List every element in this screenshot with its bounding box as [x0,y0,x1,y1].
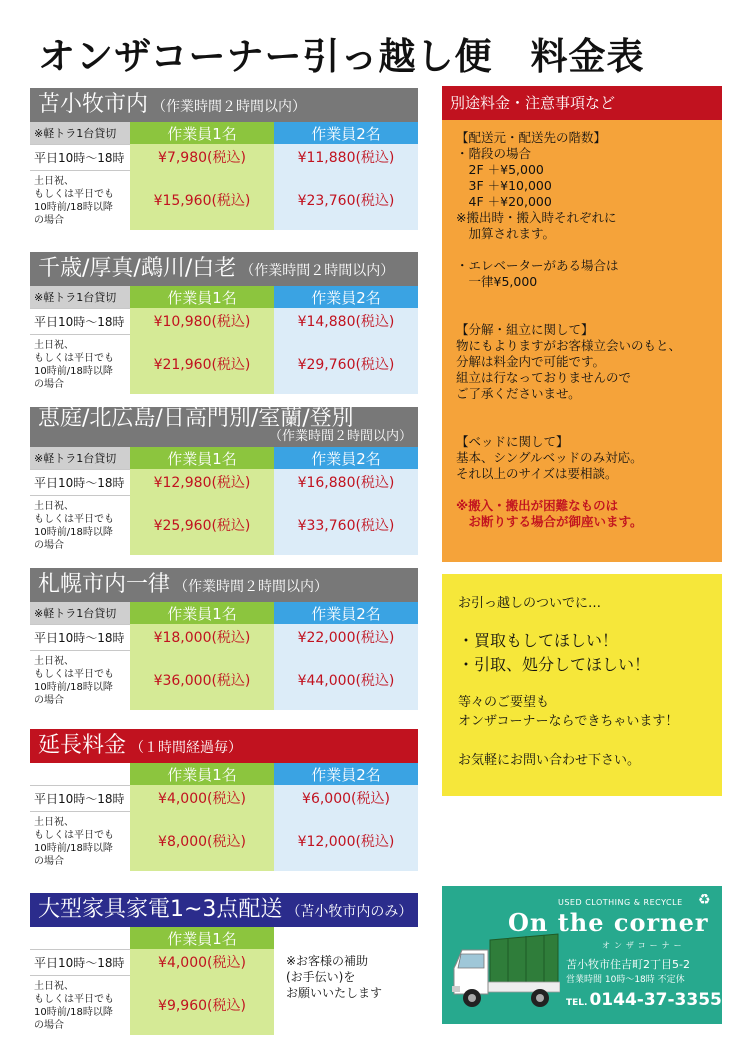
table-header-row [30,763,418,785]
truck-label: ※軽トラ1台貸切 [30,447,130,469]
weekday-label: 平日10時〜18時 [30,308,130,334]
price-cell: ¥36,000(税込) [130,650,274,710]
note-line: 加算されます。 [456,226,556,241]
note-line: それ以上のサイズは要相談。 [456,466,618,481]
price-cell: ¥14,880(税込) [274,308,418,334]
table-row [30,308,418,334]
note-line: 一律¥5,000 [456,274,538,289]
holiday-label-line: 土日祝、 [34,816,74,828]
truck-label: ※軽トラ1台貸切 [30,122,130,144]
staff1-header: 作業員1名 [130,122,274,144]
blank-cell [274,927,418,949]
holiday-label-line: もしくは平日でも [34,513,114,525]
price-cell: ¥21,960(税込) [130,334,274,394]
table-header-row [30,602,418,624]
area-name: 延長料金 [38,733,127,758]
holiday-label-line: の場合 [34,378,64,390]
extra-fees-body [442,120,722,530]
block-header [30,88,418,122]
table-row [30,469,418,495]
holiday-label [30,495,130,555]
price-cell: ¥18,000(税込) [130,624,274,650]
weekday-label: 平日10時〜18時 [30,949,130,975]
note-line: 【ベッドに関して】 [456,434,569,449]
warning-line: お断りする場合が御座います。 [456,514,643,529]
price-cell: ¥4,000(税込) [130,785,274,811]
price-cell: ¥12,000(税込) [274,811,418,871]
price-cell: ¥7,980(税込) [130,144,274,170]
table-header-row [30,927,418,949]
block-header [30,252,418,286]
note-line: 分解は料金内で可能です。 [456,354,606,369]
note-line: ・階段の場合 [456,146,532,161]
table-row [30,334,418,394]
table-row [30,785,418,811]
shop-logo-kana: オンザコーナー [602,941,686,950]
extra-fees-panel [442,86,722,562]
truck-label: ※軽トラ1台貸切 [30,286,130,308]
weekday-label: 平日10時〜18時 [30,624,130,650]
weekday-label: 平日10時〜18時 [30,144,130,170]
staff1-header: 作業員1名 [130,927,274,949]
holiday-label-line: の場合 [34,539,64,551]
promo-bullet: ・引取、処分してほしい！ [458,655,651,674]
promo-bullet: ・買取もしてほしい！ [458,631,619,650]
blank-cell [30,763,130,785]
note-line: ご了承くださいませ。 [456,386,581,401]
tel-prefix: TEL. [566,998,588,1008]
note-line: 2F ＋¥5,000 [456,162,544,177]
note-line: 4F ＋¥20,000 [456,194,552,209]
note-line: 【配送元・配送先の階数】 [456,130,607,145]
promo-intro: お引っ越しのついでに… [458,596,602,611]
note-line: ※搬出時・搬入時それぞれに [456,210,617,225]
promo-line: お気軽にお問い合わせ下さい。 [458,753,641,768]
note-line [456,482,722,498]
assist-note-line: ※お客様の補助 [286,954,369,968]
area-sub: （苫小牧市内のみ） [286,904,413,920]
price-cell: ¥12,980(税込) [130,469,274,495]
shop-hours: 営業時間 10時〜18時 不定休 [566,975,685,985]
holiday-label-line: 土日祝、 [34,655,74,667]
weekday-label: 平日10時〜18時 [30,469,130,495]
table-row [30,811,418,871]
price-cell: ¥10,980(税込) [130,308,274,334]
note-line: 3F ＋¥10,000 [456,178,552,193]
holiday-label [30,334,130,394]
price-cell: ¥44,000(税込) [274,650,418,710]
staff1-header: 作業員1名 [130,447,274,469]
tel-number: 0144-37-3355 [589,990,722,1010]
area-sub: （作業時間２時間以内） [152,99,307,115]
shop-logo: On the corner [508,908,709,937]
price-block-furniture [30,893,418,1035]
blank-cell [30,927,130,949]
holiday-label-line: の場合 [34,214,64,226]
price-cell: ¥4,000(税込) [130,949,274,975]
table-header-row [30,286,418,308]
price-cell: ¥8,000(税込) [130,811,274,871]
holiday-label-line: の場合 [34,694,64,706]
holiday-label-line: 10時前/18時以降 [34,1006,113,1018]
staff2-header: 作業員2名 [274,447,418,469]
spacer [458,611,722,629]
price-block-chitose [30,252,418,394]
assist-note-line: お願いいたします [286,986,383,1000]
area-sub: （作業時間２時間以内） [268,429,412,444]
holiday-label-line: 土日祝、 [34,339,74,351]
warning-line: ※搬入・搬出が困難なものは [456,498,619,513]
recycle-icon: ♻ [698,892,711,908]
holiday-label-line: の場合 [34,855,64,867]
holiday-label-line: もしくは平日でも [34,993,114,1005]
area-sub: （作業時間２時間以内） [240,263,395,279]
table-header-row [30,447,418,469]
holiday-label-line: もしくは平日でも [34,829,114,841]
price-cell: ¥33,760(税込) [274,495,418,555]
price-block-sapporo [30,568,418,710]
area-sub: （１時間経過毎） [130,740,243,756]
holiday-label-line: 10時前/18時以降 [34,842,113,854]
table-header-row [30,122,418,144]
holiday-label-line: 土日祝、 [34,500,74,512]
price-cell: ¥22,000(税込) [274,624,418,650]
holiday-label [30,975,130,1035]
area-name: 苫小牧市内 [38,92,149,117]
assist-note-line: (お手伝い)を [286,970,356,984]
shop-tagline: USED CLOTHING & RECYCLE [558,898,683,907]
holiday-label-line: 土日祝、 [34,980,74,992]
table-row [30,650,418,710]
note-line [456,402,722,418]
assist-note [274,949,418,1001]
holiday-label [30,650,130,710]
table-row [30,144,418,170]
holiday-label-line: 10時前/18時以降 [34,201,113,213]
truck-icon [450,924,560,1014]
note-line: 組立は行なっておりませんので [456,370,632,385]
note-line [456,290,722,306]
block-header [30,729,418,763]
area-sub: （作業時間２時間以内） [174,579,329,595]
weekday-label: 平日10時〜18時 [30,785,130,811]
spacer [458,677,722,693]
note-line: ・エレベーターがある場合は [456,258,619,273]
note-line [456,306,722,322]
shop-address: 苫小牧市住吉町2丁目5-2 [566,958,690,971]
truck-label: ※軽トラ1台貸切 [30,602,130,624]
note-line: 物にもよりますがお客様立会いのもと、 [456,338,682,353]
price-block-tomakomai [30,88,418,230]
block-header [30,893,418,927]
holiday-label [30,170,130,230]
promo-line: オンザコーナーならできちゃいます！ [458,714,679,729]
staff2-header: 作業員2名 [274,763,418,785]
block-header [30,568,418,602]
price-cell: ¥16,880(税込) [274,469,418,495]
table-row [30,170,418,230]
promo-panel [442,574,722,796]
staff2-header: 作業員2名 [274,122,418,144]
price-cell: ¥6,000(税込) [274,785,418,811]
area-name: 大型家具家電1~3点配送 [38,897,283,922]
staff2-header: 作業員2名 [274,602,418,624]
spacer [458,731,722,749]
staff1-header: 作業員1名 [130,286,274,308]
holiday-label [30,811,130,871]
table-row [30,624,418,650]
holiday-label-line: もしくは平日でも [34,668,114,680]
staff1-header: 作業員1名 [130,602,274,624]
shop-info-panel [442,886,722,1024]
holiday-label-line: もしくは平日でも [34,352,114,364]
staff1-header: 作業員1名 [130,763,274,785]
area-name: 千歳/厚真/鵡川/白老 [38,256,237,281]
holiday-label-line: の場合 [34,1019,64,1031]
area-name: 恵庭/北広島/日高門別/室蘭/登別 [38,407,354,431]
block-header [30,407,418,447]
holiday-label-line: 10時前/18時以降 [34,526,113,538]
price-cell: ¥25,960(税込) [130,495,274,555]
note-line: 基本、シングルベッドのみ対応。 [456,450,643,465]
holiday-label-line: もしくは平日でも [34,188,114,200]
shop-tel [566,990,722,1010]
note-line [456,418,722,434]
area-name: 札幌市内一律 [38,572,171,597]
holiday-label-line: 土日祝、 [34,175,74,187]
price-cell: ¥23,760(税込) [274,170,418,230]
price-cell: ¥15,960(税込) [130,170,274,230]
price-cell: ¥9,960(税込) [130,975,274,1035]
holiday-label-line: 10時前/18時以降 [34,365,113,377]
note-line [456,242,722,258]
price-cell: ¥29,760(税込) [274,334,418,394]
extra-fees-header: 別途料金・注意事項など [442,86,722,120]
furniture-body [30,949,418,1035]
price-cell: ¥11,880(税込) [274,144,418,170]
note-line: 【分解・組立に関して】 [456,322,594,337]
promo-line: 等々のご要望も [458,695,550,710]
holiday-label-line: 10時前/18時以降 [34,681,113,693]
price-block-eniwa [30,407,418,555]
price-block-extension [30,729,418,871]
staff2-header: 作業員2名 [274,286,418,308]
table-row [30,495,418,555]
page-title: オンザコーナー引っ越し便 料金表 [38,35,645,78]
